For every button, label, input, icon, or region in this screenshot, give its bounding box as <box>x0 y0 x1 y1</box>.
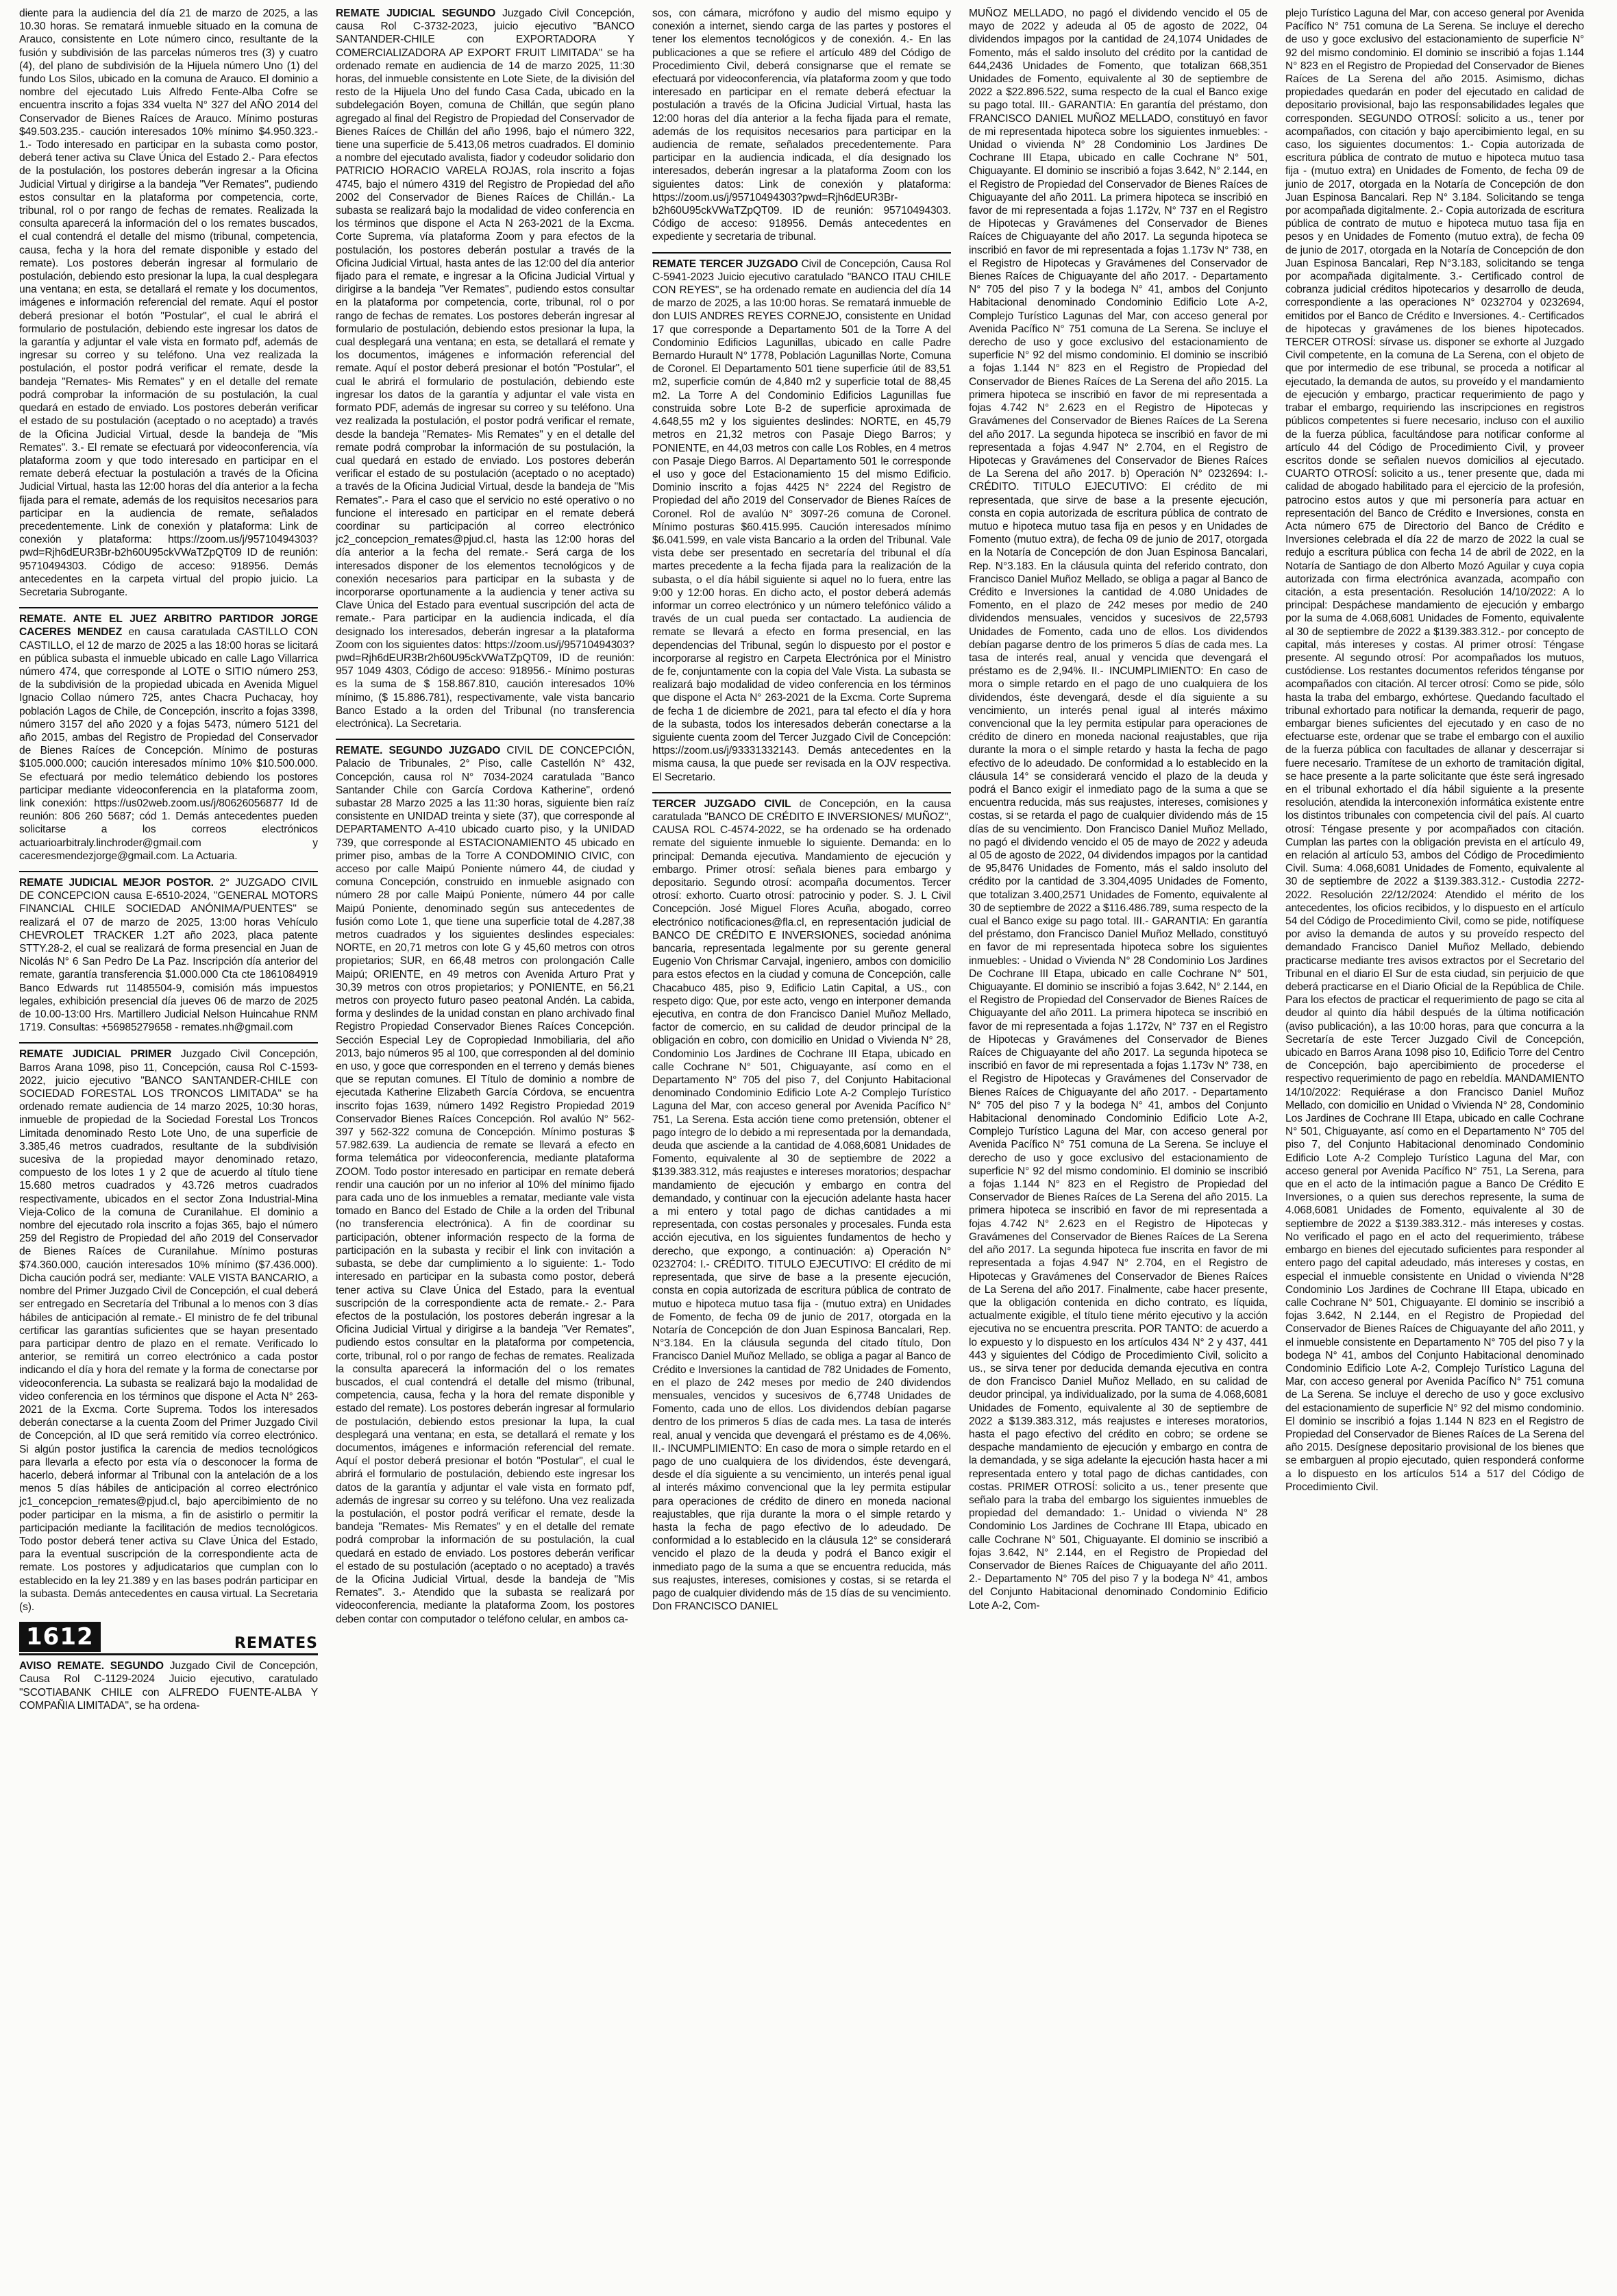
notice-remate-juez-arbitro <box>19 607 318 863</box>
notice-heading: TERCER JUZGADO CIVIL <box>652 798 791 810</box>
notice-body: 2° JUZGADO CIVIL DE CONCEPCION causa E-6510-2024, "GENERAL MOTORS FINANCIAL CHILE SOCIEDAD ANÓNIMA/PUENTES" se realizará el 07 de marzo de 2025, 13:00 horas Vehículo CHEVROLET TRACKER 1.2T año 2023, placa patente STTY.28-2, el cual se realizará de forma presencial en Juan de Nicolás N° 6 San Pedro De La Paz. Inscripción día anterior del remate, garantía transferencia $1.000.000 Cta cte 1861084919 Banco Edwards rut 11485504-9, comisión más impuestos legales, exhibición presencial día jueves 06 de marzo de 2025 de 10.00-13:00 Hrs. Martillero Judicial Nelson Huincahue RNM 1719. Consultas: +56985279658 - remates.nh@gmail.com <box>19 877 318 1034</box>
section-label: REMATES <box>234 1635 318 1653</box>
notice-heading: REMATE JUDICIAL PRIMER <box>19 1048 172 1061</box>
column-2 <box>332 7 639 2288</box>
notice-continuation <box>652 7 951 244</box>
notice-body: Civil de Concepción, Causa Rol C-5941-2023 Juicio ejecutivo caratulado "BANCO ITAU CHILE CON REYES", se ha ordenado remate en audiencia del día 14 de marzo de 2025, a las 10:00 horas. Se rematará inmueble de don LUIS ANDRES REYES CORNEJO, consistente en Unidad 17 que corresponde a Departamento 501 de la Torre A del Condominio Edificios Lagunillas, ubicado en calle Padre Bernardo Hurault N° 1778, Población Lagunillas Norte, Comuna de Coronel. El Departamento 501 tiene superficie útil de 83,51 m2, superficie común de 4,840 m2 y superficie total de 88,45 m2. La Torre A del Condominio Edificios Lagunillas fue construida sobre Lote B-2 de superficie aproximada de 4.648,55 m2 y los siguientes deslindes: NORTE, en 45,79 metros en 21,32 metros con Pasaje Diego Barros; y PONIENTE, en 44,03 metros con calle Los Robles, en 4 metros con Pasaje Diego Barros. Al Departamento 501 le corresponde el uso y goce del Estacionamiento 15 del mismo Edificio. Dominio inscrito a fojas 4425 N° 2224 del Registro de Propiedad del año 2019 del Conservador de Bienes Raíces de Coronel. Rol de avalúo N° 3097-26 comuna de Coronel. Mínimo posturas $60.415.995. Caución interesados mínimo $6.041.599, en vale vista Bancario a la orden del Tribunal. Vale vista debe ser presentado en secretaría del tribunal el día martes precedente a la fecha fijada para la realización de la subasta, o el día hábil siguiente si aquel no lo fuera, entre las 9:00 y 12:00 horas. En dicho acto, el postor deberá además informar un correo electrónico y un número telefónico válido a través de un cual pueda ser contactado. La audiencia de remate se llevará a efecto en forma presencial, en las dependencias del Tribunal, según lo dispuesto por el postor e incorporarse al registro en Carpeta Electrónica por el Ministro de fe, conjuntamente con la copia del Vale Vista. La subasta se realizará bajo modalidad de video conferencia en los términos que dispone el Acta N° 263-2021 de la Excma. Corte Suprema de fecha 1 de diciembre de 2021, para tal efecto el día y hora de la subasta, todos los interesados deberán conectarse a la siguiente cuenta zoom del Tercer Juzgado Civil de Concepción: https://zoom.us/j/93331332143. Demás antecedentes en la misma causa, la que puede ser revisada en la OJV respectiva. El Secretario. <box>652 258 951 783</box>
notice-continuation <box>19 7 318 599</box>
column-1 <box>15 7 322 2288</box>
notice-heading: REMATE JUDICIAL SEGUNDO <box>336 8 496 19</box>
notice-body: Juzgado Civil Concepción, causa Rol C-3732-2023, juicio ejecutivo "BANCO SANTANDER-CHILE con EXPORTADORA Y COMERCIALIZADORA AP EXPORT FRUIT LIMITADA" se ha ordenado remate en audiencia de 14 de marzo 2025, 11:30 horas, del inmueble consistente en Lote Siete, de la división del resto de la Hijuela Uno del fundo Casa Cada, ubicado en la subdelegación Boyen, comuna de Chillán, que según plano agregado al final del Registro de Propiedad del Conservador de Bienes Raíces de Chillán del año 1996, bajo el número 322, tiene una superficie de 5.413,06 metros cuadrados. El dominio a nombre del ejecutado avalista, fiador y codeudor solidario don PATRICIO HORACIO VARELA ROJAS, rola inscrito a fojas 4745, bajo el número 4319 del Registro de Propiedad del año 2002 del Conservador de Bienes Raíces de Chillán.- La subasta se realizará bajo la modalidad de video conferencia en los términos que dispone el Acta N 263-2021 de la Excma. Corte Suprema, vía plataforma Zoom y para efectos de la postulación, los postores deberán postular a través de la Oficina Judicial Virtual, hasta antes de las 12:00 del día anterior fijado para el remate, e ingresar a la Oficina Judicial Virtual y dirigirse a la bandeja "Ver Remates", pudiendo estos consultar en la plataforma por competencia, corte, tribunal, rol o por rango de fechas de remates. Los postores deberán ingresar al formulario de postulación, debiendo estos presionar la lupa, la cual desplegará una ventana; en esta, se detallará el remate y los documentos, imágenes e información referencial del remate. Aquí el postor deberá presionar el botón "Postular", el cual le abrirá el formulario de postulación, debiendo este ingresar los datos de la garantía y adjuntar el vale vista en formato PDF, además de ingresar su correo y su teléfono. Una vez realizada la postulación, el postor podrá verificar el remate, desde la bandeja "Remates- Mis Remates" y en el detalle del remate podrá comprobar la información de su postulación, la cual quedará en estado de enviado. Los postores deberán verificar el estado de su postulación (aceptado o no aceptado) a través de la Oficina Judicial Virtual, desde la bandeja de "Mis Remates".- Para el caso que el servicio no esté operativo o no funcione el interesado en participar en el remate deberá coordinar su participación al correo electrónico jc2_concepcion_remates@pjud.cl, hasta las 12:00 horas del día anterior a la fecha del remate.- Será carga de los interesados disponer de los elementos tecnológicos y de conexión necesarios para participar en la subasta y de incorporarse oportunamente a la audiencia y tener activa su Clave Única del Estado para eventual suscripción del acta de remate.- Para participar en la audiencia indicada, el día designado los interesados, deberán ingresar a la plataforma Zoom con los siguientes datos: https://zoom.us/j/95710494303?pwd=Rjh6dEUR3Br2h60U95ckVWaTZpQT09, ID de reunión: 957 1049 4303, Código de acceso: 918956.- Mínimo posturas es la suma de $ 158.867.810, caución interesados 10% mínimo, ($ 15.886.781), respectivamente, vale vista bancario Banco Estado a la orden del Tribunal (no transferencia electrónica). La Secretaria. <box>336 8 634 730</box>
notice-remate-segundo-juzgado <box>336 7 634 730</box>
notice-body: sos, con cámara, micrófono y audio del mismo equipo y conexión a internet, siendo carga de las partes y postores el tener los elementos tecnológicos y de conexión. 4.- En las publicaciones a que se refiere el artículo 489 del Código de Procedimiento Civil, deberá consignarse que el remate se efectuará por videoconferencia, vía plataforma zoom y que todo interesado en participar en el remate deberá efectuar la postulación a través de la Oficina Judicial Virtual, hasta las 12:00 horas del día anterior a la fecha fijada para el remate, además de los requisitos necesarios para participar en la audiencia de remate, señalados precedentemente. Para participar en la audiencia indicada, el día designado los interesados, deberán ingresar a la plataforma Zoom con los siguientes datos: Link de conexión y plataforma: https://zoom.us/j/95710494303?pwd=Rjh6dEUR3Br-b2h60U95ckVWaTZpQT09. ID de reunión: 95710494303. Código de acceso: 918956. Demás antecedentes en expediente y secretaria de tribunal. <box>652 8 951 243</box>
notice-continuation <box>969 7 1268 1612</box>
notice-aviso-remate-segundo <box>19 1659 318 1712</box>
column-4 <box>965 7 1272 2288</box>
notice-heading: REMATE. SEGUNDO JUZGADO <box>336 745 501 757</box>
notice-body: Juzgado Civil de Concepción, Causa Rol C-1129-2024 Juicio ejecutivo, caratulado "SCOTIABANK CHILE con ALFREDO FUENTE-ALBA Y COMPAÑIA LIMITADA", se ha ordena- <box>19 1660 319 1712</box>
notice-heading: REMATE JUDICIAL MEJOR POSTOR. <box>19 877 214 889</box>
notice-heading: AVISO REMATE. SEGUNDO <box>19 1660 164 1672</box>
notice-body: CIVIL DE CONCEPCIÓN, Palacio de Tribunales, 2° Piso, calle Castellón N° 432, Concepción, causa rol N° 7034-2024 caratulada "Banco Santander Chile con García Cordova Katherine", ordenó subastar 28 Marzo 2025 a las 11:30 horas, siguiente bien raíz consistente en UNIDAD treinta y siete (37), que corresponde al DEPARTAMENTO A-410 ubicado cuarto piso, y la UNIDAD 739, que corresponde al ESTACIONAMIENTO 45 ubicado en primer piso, ambas de la Torre A CONDOMINIO CIVIC, con acceso por calle Maipú Poniente número 44, de ciudad y comuna Concepción, construido en inmueble asignado con número 28 por calle Maipú Poniente, número 44 por calle Maipú Poniente, denominado según sus antecedentes de fusión como Lote 1, que tiene una superficie total de 4.287,38 metros cuadrados y los siguientes deslindes especiales: NORTE, en 20,71 metros con lote G y 45,60 metros con otros propietarios; SUR, en 66,48 metros con prolongación Calle Maipú; ORIENTE, en 49 metros con Avenida Arturo Prat y 30,39 metros con otros propietarios; y PONIENTE, en 56,21 metros con proyecto futuro paseo peatonal Andén. La cabida, forma y deslindes de la unidad constan en plano archivado final Registro Propiedad Conservador Bienes Raíces Concepción. Sección Especial Ley de Copropiedad Inmobiliaria, del año 2013, bajo números 95 al 100, que corresponden al del dominio en uso, y goce que corresponden en el terreno y demás bienes que se reputan comunes. El Título de dominio a nombre de ejecutada Katherine Elizabeth García Córdova, se encuentra inscrito fojas 1639, número 1492 Registro Propiedad 2019 Conservador Bienes Raíces Concepción. Rol avalúo N° 562-397 y 562-322 comuna de Concepción. Mínimo posturas $ 57.982.639. La audiencia de remate se llevará a efecto en forma telemática por videoconferencia, mediante plataforma ZOOM. Todo postor interesado en participar en remate deberá rendir una caución por un no inferior al 10% del mínimo fijado para cada uno de los inmuebles a rematar, mediante vale vista tomado en Banco del Estado de Chile a la orden del Tribunal (no transferencia electrónica). A fin de coordinar su participación, obtener información respecto de la forma de participación en la subasta y recibir el link con invitación a subasta, se debe dar cumplimiento a lo siguiente: 1.- Todo interesado en participar en la subasta como postor, deberá tener activa su Clave Única del Estado, para la eventual suscripción de la correspondiente acta de remate.- 2.- Para efectos de la postulación, los postores deberán ingresar a la Oficina Judicial Virtual y dirigirse a la bandeja "Ver Remates", pudiendo estos consultar en la plataforma por competencia, corte, tribunal, rol o por rango de fechas de remates. Realizada la consulta aparecerá la información del o los remates buscados, el cual contendrá el detalle del mismo (tribunal, competencia, causa, fecha y la hora del remate disponible y estado del remate). Los postores deberán ingresar al formulario de postulación, debiendo estos presionar la lupa, la cual desplegará una ventana; en esta, se detallará el remate y los documentos, imágenes e información referencial del remate. Aquí el postor deberá presionar el botón "Postular", el cual le abrirá el formulario de postulación, debiendo este ingresar los datos de la garantía y adjuntar el vale vista en formato pdf, además de ingresar su correo y su teléfono. Una vez realizada la postulación, el postor podrá verificar el remate, desde la bandeja "Remates- Mis Remates" y en el detalle del remate podrá comprobar la información de su postulación, la cual quedará en estado de enviado. Los postores deberán verificar el estado de su postulación (aceptado o no aceptado) a través de la Oficina Judicial Virtual, desde la bandeja de "Mis Remates". 3.- Atendido que la subasta se realizará por videoconferencia, mediante la plataforma Zoom, los postores deben contar con computador o teléfono celular, en ambos ca- <box>336 745 635 1625</box>
notice-body: MUÑOZ MELLADO, no pagó el dividendo vencido el 05 de mayo de 2022 y adeuda al 05 de agosto de 2022, 04 dividendos impagos por la cantidad de 24,1074 Unidades de Fomento, más el saldo insoluto del crédito por la cantidad de 644,2436 Unidades de Fomento, que totalizan 668,351 Unidades de Fomento, equivalente al 30 de septiembre de 2022 a $22.896.522, suma respecto de la cual el Banco exige su pago total. III.- GARANTIA: En garantía del préstamo, don FRANCISCO DANIEL MUÑOZ MELLADO, constituyó en favor de mi representada hipoteca sobre los siguientes inmuebles: - Unidad o vivienda N° 28 Condominio Los Jardines De Cochrane III Etapa, ubicado en calle Cochrane N° 501, Chiguayante. El dominio se inscribió a fojas 3.642, N° 2.144, en el Registro de Propiedad del Conservador de Bienes Raíces de Chiguayante del año 2011. La primera hipoteca se inscribió en favor de mi representada a fojas 1.172v, N° 737 en el Registro de Hipotecas y Gravámenes del Conservador de Bienes Raíces de Chiguayante del año 2017. La segunda hipoteca se inscribió en favor de mi representada a fojas 1.173v N° 738, en el Registro de Hipotecas y Gravámenes del Conservador de Bienes Raíces de Chiguayante del año 2017. - Departamento N° 705 del piso 7 y la bodega N° 41, ambos del Conjunto Habitacional denominado Condominio Edificio Lote A-2, Complejo Turístico Lagunas del Mar, con acceso general por Avenida Pacífico N° 751 comuna de La Serena. Se incluye el derecho de uso y goce exclusivo del estacionamiento de superficie N° 92 del mismo condominio. El dominio se inscribió a fojas 1.144 N° 823 en el Registro de Propiedad del Conservador de Bienes Raíces de La Serena del año 2015. La primera hipoteca se inscribió en favor de mi representada a fojas 4.742 N° 2.623 en el Registro de Hipotecas y Gravámenes del Conservador de Bienes Raíces de La Serena del año 2017. La segunda hipoteca se inscribió en favor de mi representada a fojas 4.947 N° 2.704, en el Registro de Hipotecas y Gravámenes del Conservador de Bienes Raíces de La Serena del año 2017. b) Operación N° 0232694: I.- CRÉDITO. TITULO EJECUTIVO: El crédito de mi representada, que sirve de base a la presente ejecución, consta en copia autorizada de escritura pública de contrato de mutuo e hipoteca mutuo tasa fija en pesos y en Unidades de Fomento (mutuo extra), de fecha 09 de junio de 2017, otorgada en la Notaría de Concepción de don Juan Espinosa Bancalari, Rep. N°3.183. En la cláusula quinta del referido contrato, don Francisco Daniel Muñoz Mellado, se obliga a pagar al Banco de Crédito e Inversiones la cantidad de 4.080 Unidades de Fomento, en el plazo de 242 meses por medio de 240 dividendos mensuales, vencidos y sucesivos de 22,5793 Unidades de Fomento, cada uno de ellos. Los dividendos debían pagarse dentro de los primeros 5 días de cada mes. La tasa de interés real, anual y vencida que devengará el préstamo es de 2,94%. II.- INCUMPLIMIENTO: En caso de mora o simple retardo en el pago de uno cualquiera de los dividendos, éste devengará, desde el día siguiente a su vencimiento, un interés penal igual al interés máximo convencional que la ley permita estipular para operaciones de crédito de dinero en moneda nacional reajustables, que rija durante la mora o el simple retardo y hasta la fecha de pago efectivo de lo adeudado. De conformidad a lo establecido en la cláusula 14° se considerará vencido el plazo de la deuda y podrá el Banco exigir el inmediato pago de la suma a que se encuentra reducida, más sus reajustes, intereses, comisiones y costas, si se retarda el pago de cualquier dividendo más de 15 días de su vencimiento. Don Francisco Daniel Muñoz Mellado, no pagó el dividendo vencido el 05 de mayo de 2022 y adeuda al 05 de agosto de 2022, 04 dividendos impagos por la cantidad de 95,8476 Unidades de Fomento, más el saldo insoluto del crédito por la cantidad de 3.304,4095 Unidades de Fomento, que totalizan 3.400,2571 Unidades de Fomento, equivalente al 30 de septiembre de 2022 a $116.486.789, suma respecto de la cual el Banco exige su pago total. III.- GARANTIA: En garantía del préstamo, don Francisco Daniel Muñoz Mellado, constituyó en favor de mi representada hipoteca sobre los siguientes inmuebles: - Unidad o Vivienda N° 28 Condominio Los Jardines De Cochrane III Etapa, ubicado en calle Cochrane N° 501, Chiguayante. El dominio se inscribió a fojas 3.642, N° 2.144, en el Registro de Propiedad del Conservador de Bienes Raíces de Chiguayante del año 2011. La primera hipoteca se inscribió en favor de mi representada a fojas 1.172v, N° 737 en el Registro de Hipotecas y Gravámenes del Conservador de Bienes Raíces de Chiguayante del año 2017. La segunda hipoteca se inscribió en favor de mi representada a fojas 1.173v N° 738, en el Registro de Hipotecas y Gravámenes del Conservador de Bienes Raíces de Chiguayante del año 2017. - Departamento N° 705 del piso 7 y la bodega N° 41, ambos del Conjunto Habitacional denominado Condominio Edificio Lote A-2, Complejo Turístico Laguna del Mar, con acceso general por Avenida Pacífico N° 751 comuna de La Serena. Se incluye el derecho de uso y goce exclusivo del estacionamiento de superficie N° 92 del mismo condominio. El dominio se inscribió a fojas 1.144 N° 823 en el Registro de Propiedad del Conservador de Bienes Raíces de La Serena del año 2015. La primera hipoteca se inscribió en favor de mi representada a fojas 4.742 N° 2.623 en el Registro de Hipotecas y Gravámenes del Conservador de Bienes Raíces de La Serena del año 2017. La segunda hipoteca fue inscrita en favor de mi representada a fojas 4.947 N° 2.704, en el Registro de Hipotecas y Gravámenes del Conservador de Bienes Raíces de La Serena del año 2017. Finalmente, cabe hacer presente, que la obligación contenida en dicho contrato, es líquida, actualmente exigible, el título tiene mérito ejecutivo y la acción ejecutiva no se encuentra prescrita. POR TANTO: de acuerdo a lo expuesto y lo dispuesto en los artículos 434 N° 2 y 437, 441 443 y siguientes del Código de Procedimiento Civil, solicito a us., se sirva tener por deducida demanda ejecutiva en contra de don Francisco Daniel Muñoz Mellado, en su calidad de deudor principal, ya individualizado, por la suma de 4.068,6081 Unidades de Fomento, equivalente al 30 de septiembre de 2022 a $139.383.312, más reajustes e intereses moratorios, hasta el pago efectivo del crédito en cobro; se ordene se despache mandamiento de ejecución y embargo en contra de la demandada, y se siga adelante la ejecución hasta hacer a mi representada entero y total pago de dichas cantidades, con costas. PRIMER OTROSÍ: solicito a us., tener presente que señalo para la traba del embargo los siguientes inmuebles de propiedad del demandado: 1.- Unidad o vivienda N° 28 Condominio Los Jardines de Cochrane III Etapa, ubicado en calle Cochrane N° 501, Chiguayante. El dominio se inscribió a fojas 3.642, N° 2.144, en el Registro de Propiedad del Conservador de Bienes Raíces de Chiguayante del año 2011. 2.- Departamento N° 705 del piso 7 y la bodega N° 41, ambos del Conjunto Habitacional denominado Condominio Edificio Lote A-2, Com- <box>969 8 1268 1612</box>
column-3 <box>648 7 955 2288</box>
notice-heading: REMATE. ANTE EL JUEZ ARBITRO PARTIDOR JORGE CACERES MENDEZ <box>19 613 318 639</box>
notice-body: en causa caratulada CASTILLO CON CASTILLO, el 12 de marzo de 2025 a las 18:00 horas se licitará en pública subasta el inmueble ubicado en calle Lago Villarrica número 474, que corresponde al LOTE o SITIO número 253, de la subdivisión de la propiedad ubicada en Avenida Miguel Ignacio Collao número 725, antes Chacra Puchacay, hoy población Lagos de Chile, de Concepción, inscrito a fojas 3398, número 3157 del año 2020 y a fojas 5473, número 5121 del año 2015, ambas del Registro de Propiedad del Conservador de Bienes Raíces de Concepción. Mínimo de posturas $105.000.000; caución interesados mínimo 10% $10.500.000. Se efectuará por medio telemático debiendo los postores participar mediante videoconferencia en la plataforma zoom, link conexión: https://us02web.zoom.us/j/80626056877 Id de reunión: 806 260 5687; cód 1. Demás antecedentes pueden solicitarse a los correos electrónicos actuarioarbitraly.linchroder@gmail.com y caceresmendezjorge@gmail.com. La Actuaria. <box>19 626 318 862</box>
notice-tercer-juzgado-civil <box>652 792 951 1614</box>
notice-body: de Concepción, en la causa caratulada "BANCO DE CRÉDITO E INVERSIONES/ MUÑOZ", CAUSA ROL C-4574-2022, se ha ordenado se ha ordenado remate del siguiente inmueble lo siguiente. Demanda: en lo principal: Demanda ejecutiva. Mandamiento de ejecución y embargo. Primer otrosí: señala bienes para embargo y depositario. Segundo otrosí: acompaña documentos. Tercer otrosí: exhorto. Cuarto otrosí: patrocinio y poder. S. J. L Civil Concepción. José Miguel Flores Acuña, abogado, correo electrónico notificaciones@fla.cl, en representación judicial de BANCO DE CRÉDITO E INVERSIONES, sociedad anónima bancaria, representada legalmente por su gerente general Eugenio Von Chrismar Carvajal, ingeniero, ambos con domicilio para estos efectos en la ciudad y comuna de Concepción, calle Chacabuco 485, piso 9, Edificio Latin Capital, a US., con respeto digo: Que, por este acto, vengo en interponer demanda ejecutiva, en contra de don Francisco Daniel Muñoz Mellado, factor de comercio, en su calidad de deudor principal de la obligación en cobro, con domicilio en Unidad o Vivienda N° 28, Condominio Los Jardines de Cochrane III Etapa, ubicado en calle Cochrane N° 501, Chiguayante, así como en el Departamento N° 705 del piso 7, del Conjunto Habitacional denominado Condominio Edificio Lote A-2 Complejo Turístico Laguna del Mar, con acceso general por Avenida Pacífico N° 751, La Serena. Esta acción tiene como pretensión, obtener el pago íntegro de lo debido a mi representada por la demandada, deuda que asciende a la cantidad de 4.068,6081 Unidades de Fomento, equivalente al 30 de septiembre de 2022 a $139.383.312, más reajustes e intereses moratorios; despachar mandamiento de ejecución y embargo en contra del demandado, y continuar con la ejecución adelante hasta hacer a mi entero y total pago de dichas cantidades a mi representada, con costas personales y procesales. Funda esta acción ejecutiva, en los siguientes fundamentos de hecho y derecho, que expongo, a continuación: a) Operación N° 0232704: I.- CRÉDITO. TITULO EJECUTIVO: El crédito de mi representada, que sirve de base a la presente ejecución, consta en copia autorizada de escritura pública de contrato de mutuo e hipoteca mutuo tasa fija - (mutuo extra) en Unidades de Fomento, de fecha 09 de junio de 2017, otorgada en la Notaría de Concepción de don Juan Espinosa Bancalari, Rep. N°3.184. En la cláusula segunda del citado título, Don Francisco Daniel Muñoz Mellado, se obliga a pagar al Banco de Crédito e Inversiones la cantidad de 782 Unidades de Fomento, en el plazo de 242 meses por medio de 240 dividendos mensuales, vencidos y sucesivos de 6,7748 Unidades de Fomento, cada uno de ellos. Los dividendos debían pagarse dentro de los primeros 5 días de cada mes. La tasa de interés real, anual y vencida que devengará el préstamo es de 4,06%. II.- INCUMPLIMIENTO: En caso de mora o simple retardo en el pago de uno cualquiera de los dividendos, éste devengará, desde el día siguiente a su vencimiento, un interés penal igual al interés máximo convencional que la ley permita estipular para operaciones de crédito de dinero en moneda nacional reajustables, que rija durante la mora o el simple retardo y hasta la fecha de pago efectivo de lo adeudado. De conformidad a lo establecido en la cláusula 12° se considerará vencido el plazo de la deuda y podrá el Banco exigir el inmediato pago de la suma a que se encuentra reducida, más sus reajustes, intereses, comisiones y costas, si se retarda el pago de cualquier dividendo más de 15 días de su vencimiento. Don FRANCISCO DANIEL <box>652 798 952 1613</box>
notice-remate-primer-juzgado <box>19 1042 318 1614</box>
notice-remate-tercer-juzgado <box>652 252 951 784</box>
notice-remate-segundo-juzgado-civil <box>336 739 634 1626</box>
notice-remate-mejor-postor <box>19 871 318 1034</box>
column-5 <box>1281 7 1588 2288</box>
page-number: 1612 <box>19 1622 101 1652</box>
page-footer-band <box>19 1622 318 1655</box>
notice-body: diente para la audiencia del día 21 de marzo de 2025, a las 10.30 horas. Se rematará inmueble situado en la comuna de Arauco, consistente en Lote número cinco, resultante de la fusión y subdivisión de las parcelas números tres (3) y cuatro (4), del plano de subdivisión de la Hijuela número Uno (1) del fundo Los Silos, ubicado en la comuna de Arauco. El dominio a nombre del ejecutado Luis Alfredo Fente-Alba Cofre se encuentra inscrito a fojas 334 vuelta N° 327 del AÑO 2014 del Conservador de Bienes Raíces de Arauco. Mínimo posturas $49.503.235.- caución interesados 10% mínimo $4.950.323.- 1.- Todo interesado en participar en la subasta como postor, deberá tener activa su Clave Única del Estado 2.- Para efectos de la postulación, los postores deberán ingresar a la Oficina Judicial Virtual y dirigirse a la bandeja "Ver Remates", pudiendo estos consultar en la plataforma por competencia, corte, tribunal, rol o por rango de fechas de remates. Realizada la consulta aparecerá la información del o los remates buscados, el cual contendrá el detalle del mismo (tribunal, competencia, causa, fecha y la hora del remate disponible y estado del remate). Los postores deberán ingresar al formulario de postulación, debiendo esto presionar la lupa, la cual desplegara una ventana; en esta, se detallará el remate y los documentos, imágenes e información referencial del remate. Aquí el postor deberá presionar el botón "Postular", el cual le abrirá el formulario de postulación, debiendo este ingresar los datos de la garantía y adjuntar el vale vista en formato pdf, además de ingresar su correo y su teléfono. Una vez realizada la postulación, el postor podrá verificar el remate, desde la bandeja "Remates- Mis Remates" y en el detalle del remate podrá comprobar la información de su postulación, la cual quedará en estado de enviado. Los postores deberán verificar el estado de su postulación (aceptado o no aceptado) a través de la Oficina Judicial Virtual, desde la bandeja de "Mis Remates". 3.- El remate se efectuará por videoconferencia, vía plataforma zoom y que todo interesado en participar en el remate deberá efectuar la postulación a través de la Oficina Judicial Virtual, hasta las 12:00 horas del día anterior a la fecha fijada para el remate, además de los requisitos necesarios para participar en la audiencia de remate, señalados precedentemente. Link de conexión y plataforma: Link de conexión y plataforma: https://zoom.us/j/95710494303?pwd=Rjh6dEUR3Br-b2h60U95ckVWaTZpQT09 ID de reunión: 95710494303. Código de acceso: 918956. Demás antecedentes en la carpeta virtual del propio juicio. La Secretaria Subrogante. <box>19 8 318 598</box>
notice-continuation <box>1285 7 1584 1494</box>
notice-heading: REMATE TERCER JUZGADO <box>652 258 798 270</box>
notice-body: Juzgado Civil Concepción, Barros Arana 1098, piso 11, Concepción, causa Rol C-1593-2022, juicio ejecutivo "BANCO SANTANDER-CHILE con SOCIEDAD FORESTAL LOS TRONCOS LIMITADA" se ha ordenado remate audiencia de 14 marzo 2025, 10:30 horas, inmueble de propiedad de la Sociedad Forestal Los Troncos Limitada denominado Resto Lote Uno, de una superficie de 3.385,46 metros cuadrados, resultante de la subdivisión sucesiva de la propiedad mayor denominado retazo, compuesto de los lotes 1 y 2 que de acuerdo al título tiene 15.680 metros cuadrados y 43.726 metros cuadrados respectivamente, ubicados en el sector Zona Industrial-Mina Vieja-Colico de la comuna de Curanilahue. El dominio a nombre del ejecutado rola inscrito a fojas 365, bajo el número 259 del Registro de Propiedad del año 2019 del Conservador de Bienes Raíces de Curanilahue. Mínimo posturas $74.360.000, caución interesados 10% mínimo ($7.436.000). Dicha caución podrá ser, mediante: VALE VISTA BANCARIO, a nombre del Primer Juzgado Civil de Concepción, el cual deberá ser entregado en Secretaría del Tribunal a lo menos con 3 días hábiles de anticipación al remate.- El ministro de fe del tribunal certificar las garantías suficientes que se hayan presentado para participar dentro de plazo en el remate. Verificado lo anterior, se remitirá un correo electrónico a cada postor indicando el día y hora del remate y la forma de conectarse por videoconferencia. La subasta se realizará bajo la modalidad de video conferencia en los términos que dispone el Acta N° 263-2021 de la Excma. Corte Suprema. Todos los interesados deberán conectarse a la cuenta Zoom del Primer Juzgado Civil de Concepción, al ID que será remitido vía correo electrónico. Si algún postor justifica la carencia de medios tecnológicos para llevarla a efecto por esta vía o desconocer la forma de hacerlo, deberá informar al Tribunal con la antelación de a los menos 5 días hábiles de anticipación al correo electrónico jc1_concepcion_remates@pjud.cl, bajo apercibimiento de no poder participar en la misma, a fin de asistirlo o permitir la participación mediante la facilitación de medios tecnológicos. Todo postor deberá tener activa su Clave Única del Estado, para la eventual suscripción de la correspondiente acta de remate. Los postores y adjudicatarios que cumplan con lo establecido en la ley 21.389 y en las bases podrán participar en la subasta. Demás antecedentes en causa virtual. La Secretaria (s). <box>19 1048 319 1613</box>
notice-body: plejo Turístico Laguna del Mar, con acceso general por Avenida Pacífico N° 751 comuna de La Serena. Se incluye el derecho de uso y goce exclusivo del estacionamiento de superficie N° 92 del mismo condominio. El dominio se inscribió a fojas 1.144 N° 823 en el Registro de Propiedad del Conservador de Bienes Raíces de La Serena del año 2015. Asimismo, dichas propiedades quedarán en poder del ejecutado en calidad de depositario provisional, bajo las responsabilidades legales que corresponden. SEGUNDO OTROSÍ: solicito a us., tener por acompañados, con citación y bajo apercibimiento legal, en su caso, los siguientes documentos: 1.- Copia autorizada de escritura pública de contrato de mutuo e hipoteca mutuo tasa fija - (mutuo extra) en Unidades de Fomento, de fecha 09 de junio de 2017, otorgada en la Notaría de Concepción de don Juan Espinosa Bancalari. Rep N° 3.184. Solicitando se tenga por acompañada digitalmente. 2.- Copia autorizada de escritura pública de contrato de mutuo e hipoteca mutuo tasa fija en pesos y en Unidades de Fomento (mutuo extra), de fecha 09 de junio de 2017, otorgada en la Notaría de Concepción de don Juan Espinosa Bancalari, Rep N°3.183, solicitando se tenga por acompañada digitalmente. 3.- Certificado control de cobranza judicial créditos hipotecarios y desarrollo de deuda, correspondiente a las operaciones N° 0232704 y 0232694, emitidos por el Banco de Crédito e Inversiones. 4.- Certificados de hipotecas y gravámenes de los bienes hipotecados. TERCER OTROSÍ: sírvase us. disponer se exhorte al Juzgado Civil competente, en la comuna de La Serena, con el objeto de que por intermedio de ese tribunal, se proceda a notificar al ejecutado, la demanda de autos, su proveído y el mandamiento de ejecución y embargo, practicar requerimiento de pago y trabar el embargo, requiriendo las inscripciones en registros públicos competentes si fuere necesario, incluso con el auxilio de la fuerza pública, facultándose para notificar conforme al artículo 44 del Código de Procedimiento Civil, y proveer escritos donde se señalen nuevos domicilios al ejecutado. CUARTO OTROSÍ: solicito a us., tener presente que, dada mi calidad de abogado habilitado para el ejercicio de la profesión, patrocino estos autos y que mi personería para actuar en representación del Banco de Crédito e Inversiones, consta en Acta número 675 de Directorio del Banco de Crédito e Inversiones celebrada el día 22 de marzo de 2022 la cual se redujo a escritura pública con fecha 14 de abril de 2022, en la Notaría de Santiago de don Alberto Mozó Aguilar y cuya copia autorizada con firma electrónica avanzada, acompaño con citación, a esta presentación. Resolución 14/10/2022: A lo principal: Despáchese mandamiento de ejecución y embargo por la suma de 4.068,6081 Unidades de Fomento, equivalente al 30 de septiembre de 2022 a $139.383.312.- por concepto de capital, más intereses y costas. Al primer otrosí: Téngase presente. Al segundo otrosí: Por acompañados los mutuos, custódiense. Los restantes documentos referidos ténganse por acompañados con citación. Al tercer otrosí: Como se pide, sólo hasta la traba del embargo, exhórtese. Quedando facultado el tribunal exhortado para notificar la demanda, requerir de pago, embargar bienes suficientes del ejecutado y en caso de no efectuarse este, ordenar que se trabe el embargo con el auxilio de la fuerza pública con facultades de allanar y descerrajar si fuere necesario. Tramítese de un exhorto de tramitación digital, se hace presente a la parte solicitante que éste será ingresado en el tribunal exhortado el día hábil siguiente a la presente resolución, atendida la interconexión informática existente entre los distintos tribunales con competencia civil del país. Al cuarto otrosí: Téngase presente y por acompañados con citación. Cumplan las partes con la obligación prevista en el artículo 49, en relación al artículo 53, ambos del Código de Procedimiento Civil. Suma: 4.068,6081 Unidades de Fomento, equivalente al 30 de septiembre de 2022 a $139.383.312.- Custodia 2272-2022. Resolución 22/12/2024: Atendido el mérito de los antecedentes, los oficios recibidos, y lo dispuesto en el artículo 54 del Código de Procedimiento Civil, como se pide, notifíquese por aviso la demanda de autos y su proveído respecto del demandado Francisco Daniel Muñoz Mellado, debiendo practicarse mediante tres avisos extractos por el Secretario del Tribunal en el diario El Sur de esta ciudad, sin perjuicio de que deberá practicarse en el Diario Oficial de la República de Chile. Para los efectos de practicar el requerimiento de pago se cita al deudor al quinto día hábil después de la última notificación (aviso publicación), a las 10:00 horas, para que concurra a la Secretaría de este Tercer Juzgado Civil de Concepción, ubicado en Barros Arana 1098 piso 10, Edificio Torre del Centro de Concepción, bajo apercibimiento de procederse el respectivo requerimiento de pago en rebeldía. MANDAMIENTO 14/10/2022: Requiérase a don Francisco Daniel Muñoz Mellado, con domicilio en Unidad o Vivienda N° 28, Condominio Los Jardines de Cochrane III Etapa, ubicado en calle Cochrane N° 501, Chiguayante, así como en el Departamento N° 705 del piso 7, del Conjunto Habitacional denominado Condominio Edificio Lote A-2 Complejo Turístico Laguna del Mar, con acceso general por Avenida Pacífico N° 751, La Serena, para que en el acto de la intimación pague a Banco De Crédito E Inversiones, o a quien sus derechos represente, la suma de 4.068,6081 Unidades de Fomento, equivalente al 30 de septiembre de 2022 a $139.383.312.- más intereses y costas. No verificado el pago en el acto del requerimiento, trábese embargo en bienes del ejecutado suficientes para responder al entero pago del capital adeudado, más intereses y costas, en especial el inmueble consistente en Unidad o vivienda N°28 Condominio Los Jardines de Cochrane III Etapa, ubicado en calle Cochrane N° 501, Chiguayante. El dominio se inscribió a fojas 3.642, N 2.144, en el Registro de Propiedad del Conservador de Bienes Raíces de Chiguayante del año 2011, y el inmueble consistente en Departamento N° 705 del piso 7 y la bodega N° 41, ambos del Conjunto Habitacional denominado Condominio Edificio Lote A-2, Complejo Turístico Laguna del Mar, con acceso general por Avenida Pacífico N° 751 comuna de La Serena. Se incluye el derecho de uso y goce exclusivo del estacionamiento de superficie N° 92 del mismo condominio. El dominio se inscribió a fojas 1.144 N 823 en el Registro de Propiedad del Conservador de Bienes Raíces de La Serena del año 2015. Desígnese depositario provisional de los bienes que se embarguen al propio ejecutado, quien responderá conforme a lo dispuesto en los artículos 514 a 517 del Código de Procedimiento Civil. <box>1285 8 1584 1493</box>
